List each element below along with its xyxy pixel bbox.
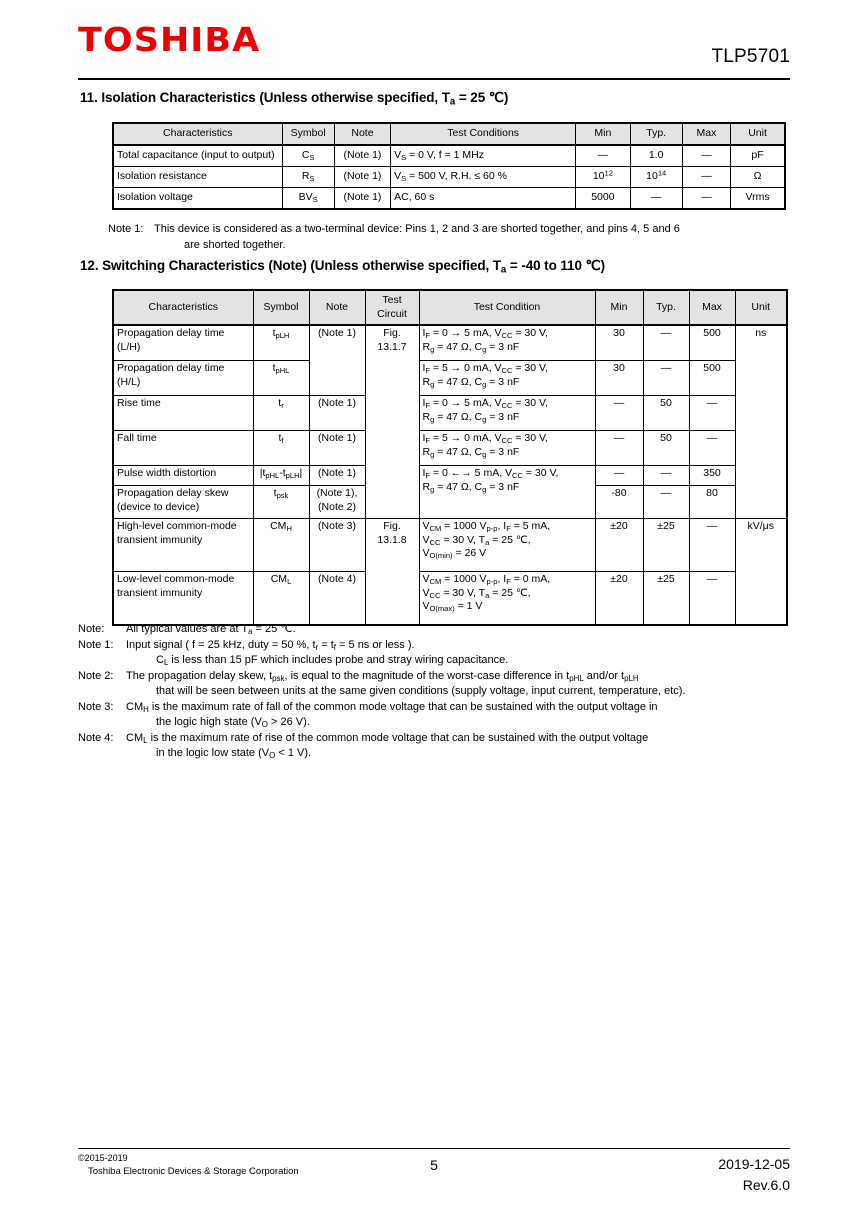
cell-typ: 50 [643, 431, 689, 466]
table-header-row [113, 290, 787, 325]
note-text: The propagation delay skew, $t_{psk}$, is equal to the magnitude of the worst-case difference in $t_{pHL}$ and/or $t_{pLH}$ [126, 669, 639, 683]
col-note: Note [309, 290, 365, 325]
table-row [113, 572, 787, 626]
symbol-base: R [301, 169, 310, 182]
table-row [113, 361, 787, 396]
note-line [78, 638, 798, 654]
cell-symbol [282, 187, 334, 209]
symbol-sub: S [312, 194, 318, 204]
symbol-sub: r [281, 401, 284, 411]
col-test-circuit [365, 290, 419, 325]
cell-typ [630, 166, 682, 187]
note-label: Note 1: [108, 223, 144, 235]
cell-min: — [595, 396, 643, 431]
cell-characteristics: Isolation voltage [113, 187, 282, 209]
note-line [78, 731, 798, 747]
table-row [113, 431, 787, 466]
note-line-continued [78, 715, 798, 731]
note-line [78, 669, 798, 685]
cell-min: — [576, 145, 630, 167]
switching-characteristics-table [112, 289, 788, 626]
section-11-heading-sub: a [449, 96, 456, 108]
table-row [113, 325, 787, 361]
header-divider [78, 78, 790, 80]
note-text: $CM_H$ is the maximum rate of fall of the common mode voltage that can be sustained with the output voltage in [126, 700, 658, 714]
cell-symbol [253, 396, 309, 431]
col-max: Max [682, 123, 730, 145]
cell-min: ±20 [595, 572, 643, 626]
char-line2: transient immunity [117, 533, 203, 546]
table-header-row [113, 123, 785, 145]
footer-divider [78, 1148, 790, 1149]
col-characteristics: Characteristics [113, 123, 282, 145]
cell-characteristics [113, 486, 253, 519]
switching-notes [78, 622, 798, 762]
note-line [78, 622, 798, 638]
cell-max: — [689, 519, 735, 572]
note-text: $CM_L$ is the maximum rate of rise of the common mode voltage that can be sustained with the output voltage [126, 731, 649, 745]
note-line-continued [78, 653, 798, 669]
cell-characteristics: Pulse width distortion [113, 466, 253, 486]
symbol-base: t [273, 487, 277, 499]
section-11-heading-text: 11. Isolation Characteristics (Unless otherwise specified, T [80, 90, 450, 105]
char-line2: (H/L) [117, 375, 141, 388]
cell-max: — [689, 396, 735, 431]
cell-typ: — [643, 325, 689, 361]
col-typ: Typ. [630, 123, 682, 145]
table-row [113, 519, 787, 572]
cell-typ: 1.0 [630, 145, 682, 167]
col-unit: Unit [731, 123, 785, 145]
note-label: Note 2: [78, 669, 114, 682]
revision-number: Rev.6.0 [742, 1177, 790, 1193]
symbol-sub: S [309, 152, 315, 162]
cell-test-condition: $I_F = 0 \to 5$ mA, $V_{CC} = 30$ V, $R_g = 47$ Ω, $C_g = 3$ nF [419, 396, 595, 431]
col-max: Max [689, 290, 735, 325]
symbol-base: CM [270, 520, 287, 532]
note-line-continued [78, 684, 798, 700]
symbol-base: t [278, 432, 282, 444]
note-line [78, 700, 798, 716]
cell-min: 30 [595, 361, 643, 396]
col-note: Note [334, 123, 390, 145]
cell-characteristics [113, 572, 253, 626]
cell-test-circuit [365, 519, 419, 626]
cell-max: 500 [689, 361, 735, 396]
cell-test-condition: $I_F = 0 \to 5$ mA, $V_{CC} = 30$ V, $R_g = 47$ Ω, $C_g = 3$ nF [419, 325, 595, 361]
symbol-base: BV [298, 190, 313, 203]
cell-test-conditions: AC, 60 s [391, 187, 576, 209]
note-text: the logic high state ($V_O > 26$ V). [156, 716, 310, 730]
cell-characteristics: Total capacitance (input to output) [113, 145, 282, 167]
page-footer [78, 1152, 790, 1212]
symbol-sub: pLH [275, 331, 290, 341]
cell-characteristics: Fall time [113, 431, 253, 466]
cell-test-condition: $V_{CM} = 1000$ $V_{p-p}$, $I_F = 0$ mA, $V_{CC} = 30$ V, $T_a = 25$ ℃, $V_{O(max)} = 1$ V [419, 572, 595, 626]
cell-unit: ns [735, 325, 787, 519]
col-min: Min [595, 290, 643, 325]
section-11-heading [80, 90, 508, 106]
note-text: in the logic low state ($V_O < 1$ V). [156, 747, 312, 761]
char-line2: transient immunity [117, 586, 203, 599]
section-11-heading-suffix: = 25 ℃) [455, 90, 509, 105]
cell-note [309, 486, 365, 519]
company-name: Toshiba Electronic Devices & Storage Corporation [88, 1166, 299, 1177]
col-unit: Unit [735, 290, 787, 325]
symbol-base: CM [270, 573, 288, 585]
cell-typ: — [643, 361, 689, 396]
table-row [113, 166, 785, 187]
cell-max: — [682, 145, 730, 167]
cell-symbol [253, 325, 309, 361]
symbol-base: t [278, 397, 282, 409]
cell-unit: kV/μs [735, 519, 787, 626]
table-row [113, 466, 787, 486]
char-line1: Propagation delay time [117, 327, 225, 339]
col-test-condition: Test Condition [419, 290, 595, 325]
cell-test-condition: $I_F = 0$ ←→ 5 mA, $V_{CC} = 30$ V, $R_g = 47$ Ω, $C_g = 3$ nF [419, 466, 595, 519]
page-header [78, 22, 790, 78]
cell-note: (Note 1) [334, 166, 390, 187]
symbol-base: t [272, 362, 276, 374]
symbol-sub: L [287, 577, 292, 587]
note-line-continued [108, 238, 798, 254]
cell-min: 5000 [576, 187, 630, 209]
cell-max: — [682, 187, 730, 209]
char-line1: Propagation delay skew [117, 487, 229, 499]
col-test-conditions: Test Conditions [391, 123, 576, 145]
cell-symbol [253, 572, 309, 626]
note-label: Note: [78, 623, 105, 635]
col-typ: Typ. [643, 290, 689, 325]
cell-symbol [253, 361, 309, 396]
col-symbol: Symbol [253, 290, 309, 325]
char-line2: (L/H) [117, 340, 141, 353]
cell-note: (Note 1) [334, 145, 390, 167]
symbol-sub: f [281, 436, 284, 446]
cell-test-condition: $V_{CM} = 1000$ $V_{p-p}$, $I_F = 5$ mA, $V_{CC} = 30$ V, $T_a = 25$ ℃, $V_{O(min)} = 26$ V [419, 519, 595, 572]
fig-line2: 13.1.8 [377, 533, 407, 546]
cell-characteristics [113, 361, 253, 396]
note-text: are shorted together. [184, 238, 286, 251]
symbol-sub: psk [276, 491, 289, 501]
cell-min: ±20 [595, 519, 643, 572]
cell-min: — [595, 466, 643, 486]
cell-max: — [682, 166, 730, 187]
cell-min: — [595, 431, 643, 466]
symbol-base: t [272, 327, 276, 339]
cell-typ: — [643, 466, 689, 486]
cell-symbol: $|t_{pHL}-t_{pLH}|$ [253, 466, 309, 486]
isolation-notes [108, 222, 798, 253]
cell-characteristics [113, 325, 253, 361]
note-label: Note 1: [78, 638, 114, 651]
cell-test-condition: $I_F = 5 \to 0$ mA, $V_{CC} = 30$ V, $R_g = 47$ Ω, $C_g = 3$ nF [419, 431, 595, 466]
col-min: Min [576, 123, 630, 145]
section-12-heading [80, 258, 605, 274]
page-number: 5 [430, 1157, 438, 1173]
cell-unit: pF [731, 145, 785, 167]
note-label: Note 3: [78, 700, 114, 713]
cell-test-conditions: $V_S = 500$ V, R.H. ≤ 60 % [391, 166, 576, 187]
isolation-characteristics-table [112, 122, 786, 210]
cell-min: -80 [595, 486, 643, 519]
cell-note: (Note 1) [334, 187, 390, 209]
cell-typ: — [630, 187, 682, 209]
note-text: Input signal ( f = 25 kHz, duty = 50 %, $t_r = t_f = 5$ ns or less ). [126, 638, 415, 652]
fig-line1: Fig. [383, 327, 401, 339]
fig-line1: Fig. [383, 520, 401, 532]
min-exponent: 12 [604, 168, 613, 178]
col-test-circuit-line1: Test [382, 294, 402, 306]
copyright-year: ©2015-2019 [78, 1153, 128, 1163]
cell-max: — [689, 572, 735, 626]
typ-exponent: 14 [657, 168, 667, 178]
cell-typ: ±25 [643, 519, 689, 572]
note-text: This device is considered as a two-terminal device: Pins 1, 2 and 3 are shorted together, and pins 4, 5 and 6 [154, 223, 680, 235]
note-line-continued [78, 746, 798, 762]
cell-note: (Note 4) [309, 572, 365, 626]
note-text: that will be seen between units at the same given conditions (supply voltage, input current, temperature, etc). [156, 685, 686, 697]
char-line1: Propagation delay time [117, 362, 225, 374]
section-12-heading-suffix: = -40 to 110 ℃) [506, 258, 605, 273]
note-label: Note 4: [78, 731, 114, 744]
cell-characteristics [113, 519, 253, 572]
cell-max: 80 [689, 486, 735, 519]
note-line [108, 222, 798, 238]
cell-test-circuit [365, 325, 419, 519]
section-12-heading-text: 12. Switching Characteristics (Note) (Unless otherwise specified, T [80, 258, 501, 273]
table-row [113, 396, 787, 431]
col-symbol: Symbol [282, 123, 334, 145]
min-base: 10 [592, 169, 605, 182]
cell-symbol [282, 145, 334, 167]
cell-note: (Note 1) [309, 396, 365, 431]
note-text: All typical values are at $T_a = 25$ ℃. [126, 623, 296, 637]
cell-min [576, 166, 630, 187]
cell-test-conditions: $V_S = 0$ V, f = 1 MHz [391, 145, 576, 167]
cell-symbol [253, 519, 309, 572]
cell-max: — [689, 431, 735, 466]
cell-typ: ±25 [643, 572, 689, 626]
cell-note: (Note 1) [309, 325, 365, 396]
cell-symbol [253, 431, 309, 466]
cell-unit: Ω [731, 166, 785, 187]
symbol-sub: S [309, 173, 315, 183]
document-date: 2019-12-05 [718, 1156, 790, 1172]
note-line2: (Note 2) [318, 500, 356, 513]
cell-note: (Note 1) [309, 431, 365, 466]
part-number: TLP5701 [711, 46, 790, 67]
note-text: $C_L$ is less than 15 pF which includes probe and stray wiring capacitance. [156, 654, 509, 668]
cell-note: (Note 1) [309, 466, 365, 486]
cell-characteristics: Rise time [113, 396, 253, 431]
col-test-circuit-line2: Circuit [377, 307, 407, 320]
cell-typ: — [643, 486, 689, 519]
cell-test-condition: $I_F = 5 \to 0$ mA, $V_{CC} = 30$ V, $R_g = 47$ Ω, $C_g = 3$ nF [419, 361, 595, 396]
section-12-heading-sub: a [500, 264, 507, 276]
cell-symbol [282, 166, 334, 187]
cell-note: (Note 3) [309, 519, 365, 572]
toshiba-logo: TOSHIBA [78, 20, 261, 59]
cell-symbol [253, 486, 309, 519]
cell-min: 30 [595, 325, 643, 361]
char-line1: Low-level common-mode [117, 573, 235, 585]
fig-line2: 13.1.7 [377, 340, 407, 353]
table-row [113, 187, 785, 209]
cell-unit: Vrms [731, 187, 785, 209]
cell-max: 350 [689, 466, 735, 486]
char-line1: High-level common-mode [117, 520, 237, 532]
footer-revision-block [718, 1154, 790, 1196]
symbol-sub: H [286, 524, 292, 534]
symbol-sub: pHL [275, 366, 290, 376]
cell-characteristics: Isolation resistance [113, 166, 282, 187]
cell-typ: 50 [643, 396, 689, 431]
cell-max: 500 [689, 325, 735, 361]
typ-base: 10 [646, 169, 658, 182]
col-characteristics: Characteristics [113, 290, 253, 325]
char-line2: (device to device) [117, 500, 200, 513]
table-row [113, 145, 785, 167]
symbol-base: C [301, 148, 310, 161]
note-line1: (Note 1), [316, 487, 358, 499]
